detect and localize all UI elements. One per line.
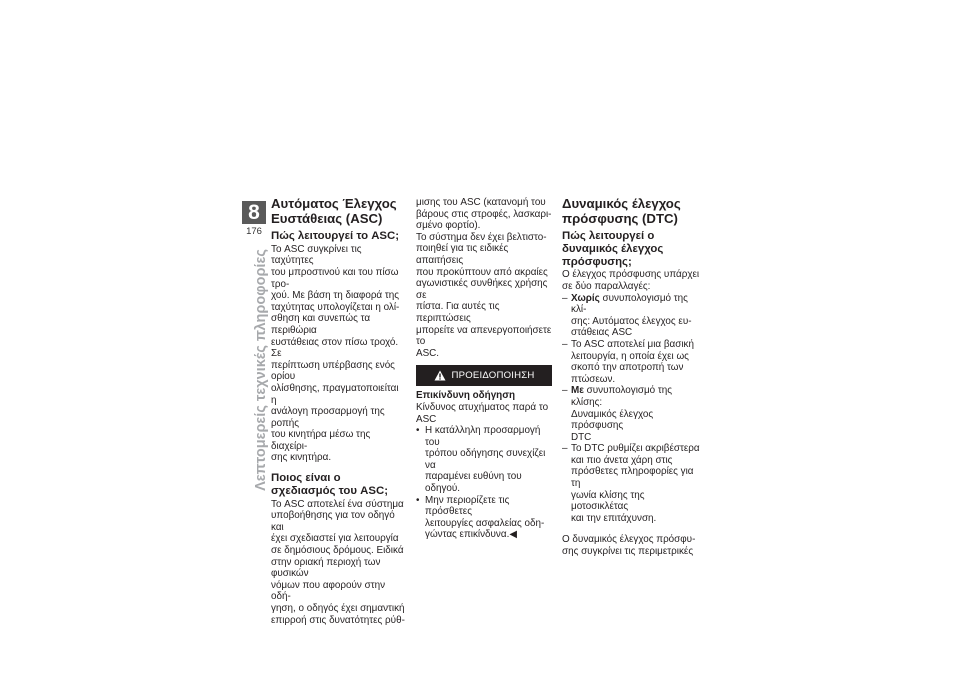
column-2 bbox=[416, 197, 552, 541]
warning-triangle-icon bbox=[434, 370, 446, 381]
warning-subtitle: Επικίνδυνη οδήγηση bbox=[416, 390, 516, 402]
heading-how-asc-works: Πώς λειτουργεί το ASC; bbox=[271, 230, 400, 242]
warning-text: Κίνδυνος ατυχήματος παρά το ASC bbox=[416, 401, 549, 425]
paragraph-dtc-compare: Ο δυναμικός έλεγχος πρόσφυ- σης συγκρίνει τις περιμετρικές bbox=[562, 534, 696, 558]
section-title-asc: Αυτόματος Έλεγχος Ευστάθειας (ASC) bbox=[271, 196, 397, 226]
list-item: – Χωρίς συνυπολογισμό της κλί- σης: Αυτόματος έλεγχος ευ- στάθειας ASC bbox=[562, 292, 692, 339]
section-title-dtc: Δυναμικός έλεγχος πρόσφυσης (DTC) bbox=[562, 196, 681, 226]
dtc-variants-list bbox=[562, 293, 700, 525]
warning-label: ΠΡΟΕΙΔΟΠΟΙΗΣΗ bbox=[451, 370, 535, 382]
paragraph-asc-design-cont: μισης του ASC (κατανομή του βάρους στις στροφές, λασκαρι- σμένο φορτίο). bbox=[416, 197, 552, 232]
paragraph-asc-track: Το σύστημα δεν έχει βελτιστο- ποιηθεί για τις ειδικές απαιτήσεις που προκύπτουν από ακραίες αγωνιστικές συνθήκες χρήσης σε πίστα. Για αυτές τις περιπτώσεις μπορείτε να απενεργοποιήσετε το ASC. bbox=[416, 231, 552, 359]
list-item: – Με συνυπολογισμό της κλίσης: Δυναμικός έλεγχος πρόσφυσης DTC bbox=[562, 385, 673, 443]
warning-banner bbox=[416, 365, 552, 386]
list-item: – Το DTC ρυθμίζει ακριβέστερα και πιο άνετα χάρη στις πρόσθετες πληροφορίες για τη γωνία κλίσης της μοτοσικλέτας και την επιτάχυνση. bbox=[562, 443, 700, 524]
paragraph-how-asc-works: Το ASC συγκρίνει τις ταχύτητες του μπροστινού και του πίσω τρο- χού. Με βάση τη διαφορά της ταχύτητας υπολογίζεται η ολί- σθηση και συνεπώς τα περιθώρια ευστάθειας στον πίσω τροχό. Σε περίπτωση υπέρβασης ενός ορίου ολίσθησης, πραγματοποιείται η ανάλογη προσαρμογή της ροπής του κινητήρα μέσω της διαχείρι- σης κινητήρα. bbox=[271, 243, 400, 464]
paragraph-asc-design: Το ASC αποτελεί ένα σύστημα υποβοήθησης για τον οδηγό και έχει σχεδιαστεί για λειτουργία σε δημόσιους δρόμους. Ειδικά στην οριακή περιοχή των φυσικών νόμων που αφορούν στην οδή- γηση, ο οδηγός έχει σημαντική επιρροή στις δυνατότητες ρύθ- bbox=[271, 498, 405, 626]
warning-bullet-list bbox=[416, 425, 552, 541]
heading-how-dtc-works: Πώς λειτουργεί ο δυναμικός έλεγχος πρόσφυσης; bbox=[562, 230, 664, 268]
list-item: • Μην περιορίζετε τις πρόσθετες λειτουργίες ασφαλείας οδη- γώντας επικίνδυνα.◀ bbox=[416, 494, 545, 541]
page-number: 176 bbox=[246, 226, 262, 237]
chapter-side-title: Λεπτομερείς τεχνικές πληροφορίες bbox=[253, 249, 269, 491]
chapter-number-box: 8 bbox=[242, 201, 266, 224]
list-item: • Η κατάλληλη προσαρμογή του τρόπου οδήγησης συνεχίζει να παραμένει ευθύνη του οδηγού. bbox=[416, 425, 546, 495]
heading-asc-design: Ποιος είναι ο σχεδιασμός του ASC; bbox=[271, 472, 388, 497]
list-item: – Το ASC αποτελεί μια βασική λειτουργία, η οποία έχει ως σκοπό την αποτροπή των πτώσεων. bbox=[562, 338, 694, 385]
column-3 bbox=[562, 197, 700, 558]
column-1 bbox=[271, 197, 405, 626]
paragraph-dtc-intro: Ο έλεγχος πρόσφυσης υπάρχει σε δύο παραλλαγές: bbox=[562, 269, 700, 292]
